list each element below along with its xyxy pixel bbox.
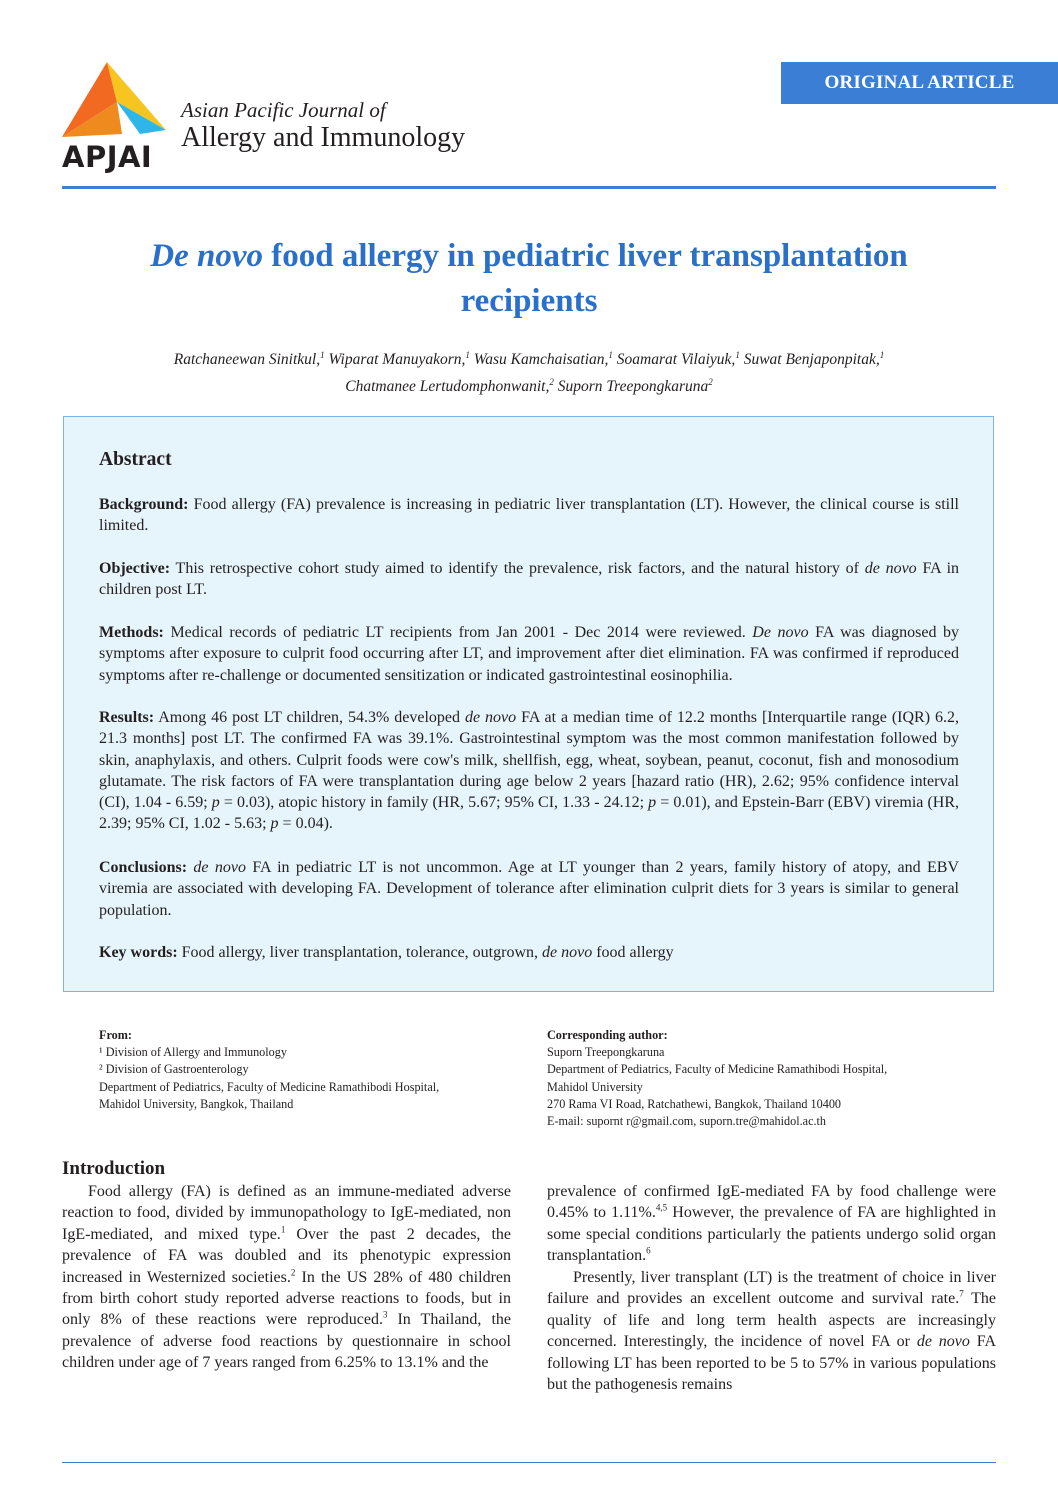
affiliation-line: ² Division of Gastroenterology [99, 1062, 249, 1077]
corresponding-line: Department of Pediatrics, Faculty of Medicine Ramathibodi Hospital, [547, 1062, 888, 1077]
abstract-background [99, 494, 959, 537]
section-text: = 0.04). [278, 815, 333, 833]
author-affil: 2 [549, 377, 554, 388]
body-text: Food allergy (FA) is defined as an immune-mediated adverse reaction to food, divided by immunopathology to IgE-mediated, non IgE-mediated, and mixed type. [62, 1183, 511, 1243]
section-text: Food allergy (FA) prevalence is increasing in pediatric liver transplantation (LT). However, the clinical course is still limited. [99, 496, 959, 535]
logo-triangles-icon [62, 62, 172, 142]
section-label: Objective: [99, 560, 171, 577]
section-label: Background: [99, 496, 189, 513]
section-text: = 0.01), and Epstein-Barr (EBV) viremia (HR, 2.39; 95% CI, 1.02 - 5.63; [99, 794, 960, 833]
section-label: Results: [99, 709, 155, 726]
article-title [62, 234, 996, 324]
author-affil: 2 [708, 377, 713, 388]
author-affil: 1 [735, 350, 740, 360]
corresponding-line: Mahidol University [547, 1079, 643, 1094]
body-text: prevalence of confirmed IgE-mediated FA by food challenge were 0.45% to 1.11%. [547, 1183, 996, 1222]
corresponding-label: Corresponding author: [547, 1028, 668, 1042]
section-italic: de novo [187, 859, 246, 876]
corresponding-line: Suporn Treepongkaruna [547, 1045, 665, 1060]
section-text: FA was diagnosed by symptoms after exposure to culprit food occurring after LT, and improvement after diet elimination. FA was confirmed if reproduced symptoms after re-challenge or documented sensitization or indicated gastrointestinal eosinophilia. [99, 624, 959, 684]
abstract-conclusions [99, 857, 959, 921]
affiliation-line: Mahidol University, Bangkok, Thailand [99, 1096, 294, 1111]
body-text: The quality of life and long term health aspects are increasingly concerned. Interestingly, the incidence of novel FA or [547, 1290, 996, 1351]
affiliation-line: ¹ Division of Allergy and Immunology [99, 1045, 287, 1060]
section-italic: De novo [752, 624, 809, 641]
citation: 4,5 [655, 1203, 668, 1214]
abstract-methods [99, 622, 959, 686]
section-label: Methods: [99, 624, 164, 641]
author: Soamarat Vilaiyuk, [616, 351, 736, 369]
citation: 3 [382, 1310, 388, 1321]
body-text: In Thailand, the prevalence of adverse food reactions by questionnaire in school children under age of 7 years ranged from 6.25% to 13.1% and the [62, 1311, 511, 1372]
section-italic: p [270, 815, 279, 833]
section-text: This retrospective cohort study aimed to identify the prevalence, risk factors, and the natural history of [170, 560, 865, 577]
section-italic: de novo [464, 709, 517, 726]
affiliation-line: Department of Pediatrics, Faculty of Medicine Ramathibodi Hospital, [99, 1079, 440, 1094]
citation: 1 [280, 1224, 286, 1235]
section-italic: p [648, 794, 657, 812]
body-text: However, the prevalence of FA are highlighted in some special conditions particularly the patients undergo solid organ transplantation. [547, 1204, 996, 1265]
corresponding-author [547, 1027, 987, 1130]
citation: 7 [959, 1289, 964, 1300]
body-text: Presently, liver transplant (LT) is the treatment of choice in liver failure and provides an excellent outcome and survival rate. [547, 1269, 996, 1308]
author: Ratchaneewan Sinitkul, [173, 351, 321, 369]
intro-right-column-p2 [547, 1267, 996, 1395]
corresponding-line: 270 Rama VI Road, Ratchathewi, Bangkok, Thailand 10400 [547, 1096, 842, 1111]
section-italic: p [211, 794, 220, 812]
author: Wasu Kamchaisatian, [473, 351, 609, 369]
citation: 2 [290, 1267, 296, 1278]
logo-text: APJAI [62, 140, 153, 174]
abstract-keywords [99, 942, 959, 963]
section-label: Key words: [99, 944, 178, 961]
article-type-badge: ORIGINAL ARTICLE [781, 62, 1058, 104]
section-text: FA in pediatric LT is not uncommon. Age at LT younger than 2 years, family history of atopy, and EBV viremia are associated with developing FA. Development of tolerance after elimination culprit diets for 3 years is similar to general population. [99, 859, 959, 919]
body-text: Over the past 2 decades, the prevalence of FA was doubled and its phenotypic expression increased in Westernized societies. [62, 1225, 511, 1286]
author: Suwat Benjaponpitak, [743, 351, 880, 369]
header-divider [62, 186, 996, 189]
section-label: Conclusions: [99, 859, 188, 876]
title-line1: food allergy in pediatric liver transplantation [263, 238, 908, 274]
introduction-heading: Introduction [62, 1158, 166, 1179]
journal-name-line1: Asian Pacific Journal of [181, 98, 386, 122]
from-label: From: [99, 1028, 132, 1042]
title-italic: De novo [150, 238, 263, 274]
section-text: Medical records of pediatric LT recipients from Jan 2001 - Dec 2014 were reviewed. [163, 624, 753, 641]
body-italic: de novo [916, 1333, 970, 1351]
author: Suporn Treepongkaruna [557, 378, 709, 396]
author: Wiparat Manuyakorn, [328, 351, 466, 369]
intro-right-column-p1 [547, 1181, 996, 1267]
journal-name-line2: Allergy and Immunology [181, 122, 466, 153]
title-line2: recipients [460, 283, 598, 319]
author-list [62, 344, 996, 398]
section-italic: de novo [864, 560, 917, 577]
abstract-results [99, 707, 959, 835]
footer-divider [62, 1462, 996, 1463]
affiliations-from [99, 1027, 519, 1113]
intro-left-column [62, 1181, 511, 1374]
section-text: = 0.03), atopic history in family (HR, 5.67; 95% CI, 1.33 - 24.12; [219, 794, 649, 812]
author-affil: 1 [320, 350, 325, 360]
author-affil: 1 [465, 350, 470, 360]
citation: 6 [646, 1245, 651, 1256]
author-affil: 1 [608, 350, 613, 360]
author-affil: 1 [879, 350, 885, 360]
body-text: In the US 28% of 480 children from birth cohort study reported adverse reactions to foods, but in only 8% of these reactions were reproduced. [62, 1268, 512, 1329]
section-text: Among 46 post LT children, 54.3% developed [154, 709, 465, 726]
body-text: FA following LT has been reported to be 5 to 57% in various populations but the pathogenesis remains [547, 1333, 997, 1394]
author: Chatmanee Lertudomphonwanit, [345, 378, 550, 396]
section-italic: de novo [542, 944, 593, 961]
section-text: Food allergy, liver transplantation, tolerance, outgrown, [177, 944, 543, 961]
section-text: food allergy [592, 944, 674, 961]
section-text: FA in children post LT. [99, 560, 960, 599]
abstract-objective [99, 558, 959, 601]
abstract-heading: Abstract [99, 449, 172, 470]
section-text: FA at a median time of 12.2 months [Interquartile range (IQR) 6.2, 21.3 months] post LT. The confirmed FA was 39.1%. Gastrointestinal symptom was the most common manifestation followed by skin, anaphylaxis, and others. Culprit foods were cow's milk, shellfish, egg, wheat, soybean, peanut, coconut, fish and monosodium glutamate. The risk factors of FA were transplantation during age below 2 years [hazard ratio (HR), 2.62; 95% confidence interval (CI), 1.04 - 6.59; [99, 709, 960, 812]
corresponding-email: E-mail: supornt r@gmail.com, suporn.tre@mahidol.ac.th [547, 1114, 827, 1129]
